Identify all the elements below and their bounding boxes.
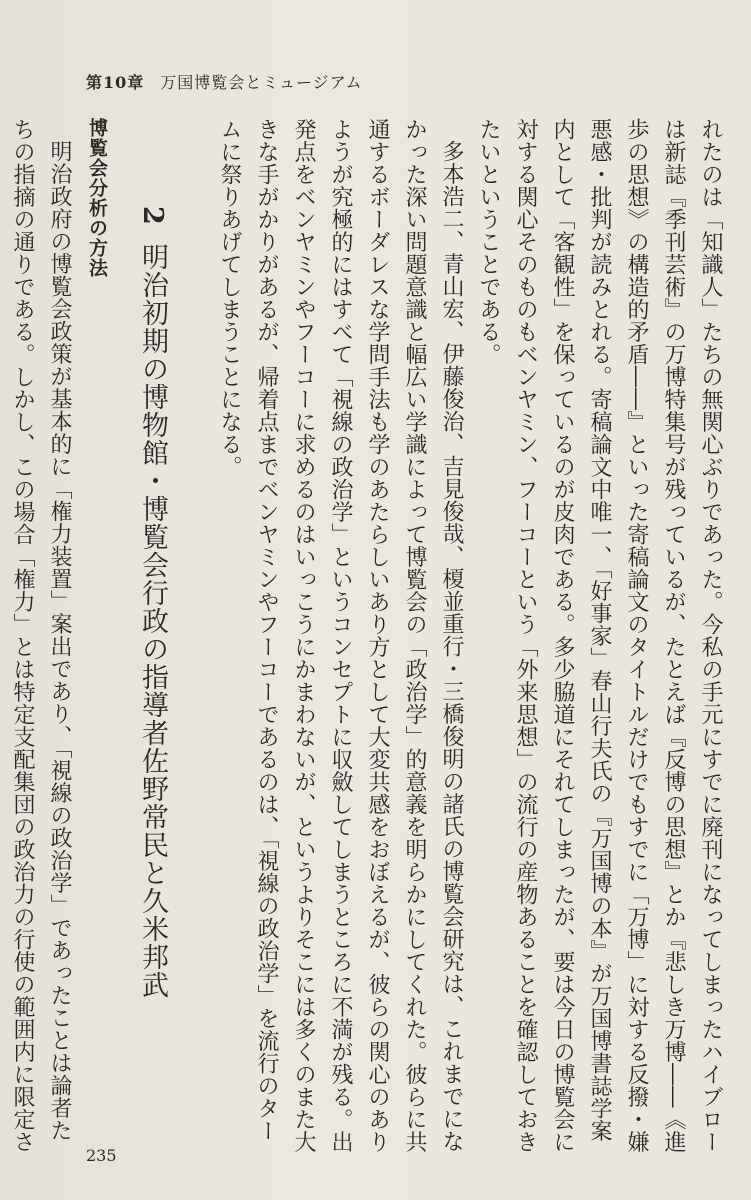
page-number: 235 [86, 1146, 117, 1165]
chapter-title: 万国博覧会とミュージアム [160, 73, 363, 92]
chapter-number: 第10章 [86, 73, 145, 92]
subsection-heading: 博覧会分析の方法 [86, 118, 108, 278]
section-heading [135, 118, 169, 1158]
section-number: 2 [137, 206, 168, 226]
running-head [86, 70, 363, 93]
subsection-paragraph: 明治政府の博覧会政策が基本的に「権力装置」案出であり、「視線の政治学」であったことは論者たちの指摘の通りである。しかし、この場合「権力」とは特定支配集団の政治力の行使の範囲内に限定さ [10, 118, 72, 1153]
body-paragraph-1: れたのは「知識人」たちの無関心ぶりであった。今私の手元にすでに廃刊になってしまったハイブローは新誌『季刊芸術』の万博特集号が残っているが、たとえば『反博の思想』とか『悲しき万博――《進歩の思想》の構造的矛盾――』といった寄稿論文のタイトルだけでもすでに「万博」に対する反撥・嫌悪感・批判が読みとれる。寄稿論文中唯一、「好事家」春山行夫氏の『万国博の本』が万国博書誌学案内として「客観性」を保っているのが皮肉である。多少脇道にそれてしまったが、要は今日の博覧会に対する関心そのものもベンヤミン、フーコーという「外来思想」の流行の産物あることを確認しておきたいということである。 [476, 118, 723, 1153]
section-title: 明治初期の博物館・博覧会行政の指導者佐野常民と久米邦武 [137, 243, 168, 1000]
vertical-body-text [0, 118, 729, 1158]
body-paragraph-2: 多本浩二、青山宏、伊藤俊治、吉見俊哉、榎並重行・三橋俊明の諸氏の博覧会研究は、これまでになかった深い問題意識と幅広い学識によって博覧会の「政治学」的意義を明らかにしてくれた。彼らに共通するボーダレスな学問手法も学のあたらしいあり方として大変共感をおぼえるが、彼らの関心のありようが究極的にはすべて「視線の政治学」というコンセプトに収斂してしまうところに不満が残る。出発点をベンヤミンやフーコーに求めるのはいっこうにかまわないが、というよりそこには多くのまた大きな手がかりがあるが、帰着点までベンヤミンやフーコーであるのは、「視線の政治学」を流行のタームに祭りあげてしまうことになる。 [217, 118, 464, 1153]
